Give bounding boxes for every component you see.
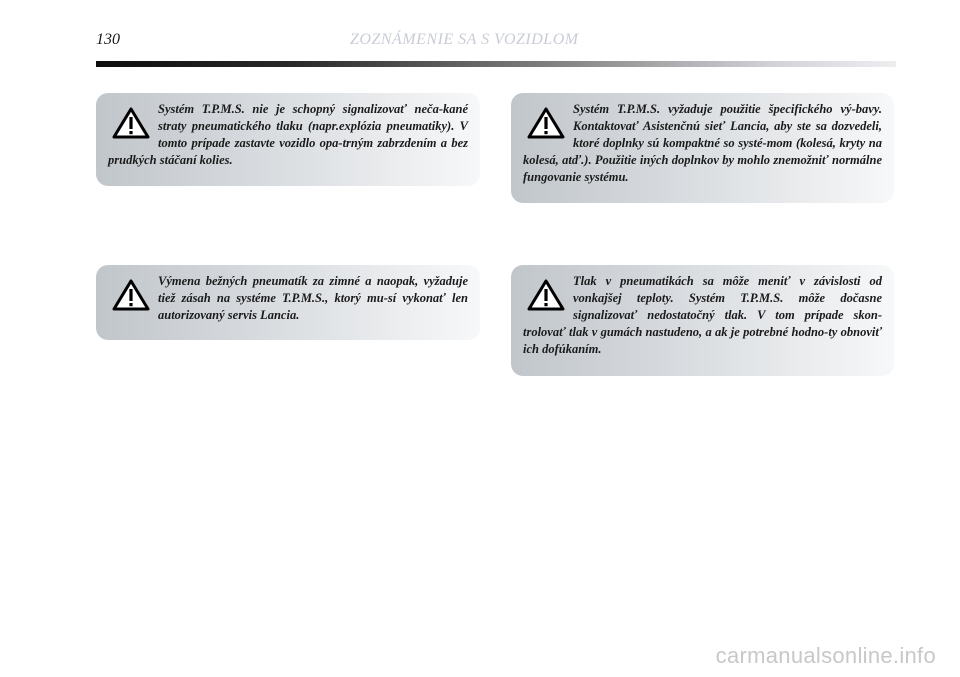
warning-triangle-icon — [527, 279, 565, 311]
warning-triangle-icon — [527, 107, 565, 139]
warning-triangle-icon — [112, 107, 150, 139]
warning-text-3: Výmena bežných pneumatík za zimné a naopak, vyžaduje tiež zásah na systéme T.P.M.S., ktorý mu-sí vykonať len autorizovaný servis Lancia. — [158, 274, 468, 322]
warning-box-4 — [511, 265, 894, 376]
warning-text-4: Tlak v pneumatikách sa môže meniť v závislosti od vonkajšej teploty. Systém T.P.M.S. môže dočasne signalizovať nedostatočný tlak. V tom prípade skon-trolovať tlak v gumách nastudeno, a ak je potrebné hodno-ty obnoviť ich dofúkaním. — [523, 274, 882, 356]
header-rule — [96, 61, 896, 67]
chapter-title: ZOZNÁMENIE SA S VOZIDLOM — [350, 31, 579, 48]
warning-box-2 — [511, 93, 894, 203]
warning-text-2: Systém T.P.M.S. vyžaduje použitie špecifického vý-bavy. Kontaktovať Asistenčnú sieť Lancia, aby ste sa dozvedeli, ktoré doplnky sú kompaktné so systé-mom (kolesá, kryty na kolesá, atď.). Použitie iných doplnkov by mohlo znemožniť normálne fungovanie systému. — [523, 102, 882, 184]
watermark: carmanualsonline.info — [715, 643, 936, 668]
warning-box-1 — [96, 93, 480, 186]
warning-triangle-icon — [112, 279, 150, 311]
page-number: 130 — [96, 31, 120, 48]
warning-box-3 — [96, 265, 480, 340]
warning-text-1: Systém T.P.M.S. nie je schopný signalizovať neča-kané straty pneumatického tlaku (napr.explózia pneumatiky). V tomto prípade zastavte vozidlo opa-trným zabrzdením a bez prudkých stáčaní kolies. — [108, 102, 468, 167]
